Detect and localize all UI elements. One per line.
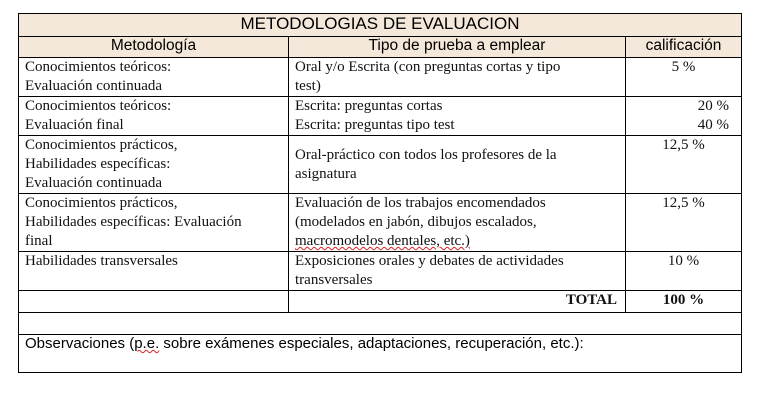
column-header-metodologia: Metodología [19,37,289,58]
cell-line: test) [295,78,321,94]
cell-line: Habilidades específicas: Evaluación [25,214,242,230]
evaluation-table [18,13,742,373]
cell-line: final [25,233,53,249]
calificacion-cell [626,252,742,291]
cell-line: macromodelos dentales, etc.) [295,233,470,249]
table-row [19,252,742,291]
cell-line: Conocimientos teóricos: [25,98,172,114]
cell-line: Exposiciones orales y debates de actividades [295,253,564,269]
table-row [19,58,742,97]
cell-line: Conocimientos prácticos, [25,137,178,153]
column-header-calificacion: calificación [626,37,742,58]
cell-line: 10 % [667,253,700,269]
metodologia-cell [19,58,289,97]
total-row [19,291,742,313]
cell-line: Oral y/o Escrita (con preguntas cortas y tipo [295,59,561,75]
total-value: 100 % [626,291,742,313]
blank-cell [19,313,742,335]
cell-line: Escrita: preguntas cortas [295,98,443,114]
total-empty-cell [19,291,289,313]
cell-line: 5 % [671,59,696,75]
tipo-cell [289,252,626,291]
cell-line: 40 % [697,117,730,133]
cell-line: Habilidades transversales [25,253,178,269]
cell-line: (modelados en jabón, dibujos escalados, [295,214,537,230]
observaciones-text-start: Observaciones ( [25,335,135,352]
tipo-cell [289,58,626,97]
tipo-cell [289,136,626,194]
blank-row [19,313,742,335]
table-row [19,136,742,194]
observaciones-row [19,335,742,373]
observaciones-cell [19,335,742,373]
metodologia-cell [19,136,289,194]
cell-line: Evaluación continuada [25,78,163,94]
table-title: METODOLOGIAS DE EVALUACION [19,14,742,37]
cell-line: Escrita: preguntas tipo test [295,117,455,133]
table-row [19,194,742,252]
cell-line: 12,5 % [662,137,705,153]
cell-line: Evaluación continuada [25,175,163,191]
observaciones-abbrev: p.e. [134,335,160,352]
cell-line: transversales [295,272,373,288]
metodologia-cell [19,194,289,252]
column-header-tipo-prueba: Tipo de prueba a emplear [289,37,626,58]
cell-line: Conocimientos teóricos: [25,59,172,75]
table-row [19,97,742,136]
calificacion-cell [626,136,742,194]
cell-line: 12,5 % [662,195,705,211]
cell-line: 20 % [697,98,730,114]
evaluation-sheet [18,13,741,373]
metodologia-cell [19,97,289,136]
cell-line: Evaluación de los trabajos encomendados [295,195,546,211]
total-label: TOTAL [289,291,626,313]
cell-line: Habilidades específicas: [25,156,171,172]
metodologia-cell [19,252,289,291]
calificacion-cell [626,58,742,97]
cell-line: Conocimientos prácticos, [25,195,178,211]
tipo-cell [289,97,626,136]
calificacion-cell [626,97,742,136]
tipo-cell [289,194,626,252]
observaciones-text-end: sobre exámenes especiales, adaptaciones, recuperación, etc.): [159,335,584,352]
cell-line: asignatura [295,165,357,182]
calificacion-cell [626,194,742,252]
cell-line: Oral-práctico con todos los profesores de la [295,146,557,163]
cell-line: Evaluación final [25,117,124,133]
